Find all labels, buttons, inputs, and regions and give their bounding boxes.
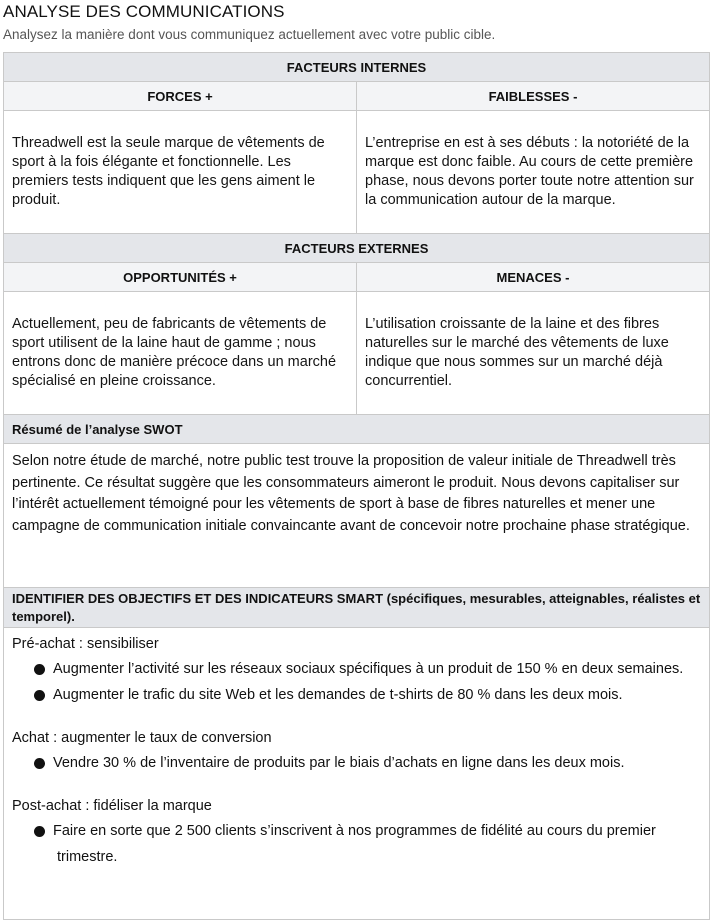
phase-label: Pré-achat : sensibiliser	[12, 636, 159, 652]
list-item	[34, 656, 701, 682]
list-item	[34, 750, 701, 776]
external-factors-header: FACTEURS EXTERNES	[4, 234, 710, 263]
document-header	[3, 0, 712, 52]
phase-purchase	[12, 726, 701, 776]
document-subtitle: Analysez la manière dont vous communiquez actuellement avec votre public cible.	[3, 27, 496, 42]
opportunities-header: OPPORTUNITÉS +	[4, 263, 357, 292]
communications-analysis-table	[3, 52, 710, 920]
threats-cell[interactable]: L’utilisation croissante de la laine et des fibres naturelles sur le marché des vêtements de luxe indique que nous sommes sur un marché déjà concurrentiel.	[357, 292, 710, 415]
opportunities-cell[interactable]: Actuellement, peu de fabricants de vêtements de sport utilisent de la laine haut de gamme ; nous entrons donc de manière précoce dans un marché spécialisé en pleine croissance.	[4, 292, 357, 415]
weaknesses-header: FAIBLESSES -	[357, 82, 710, 111]
goal-text: Vendre 30 % de l’inventaire de produits par le biais d’achats en ligne dans les deux mois.	[53, 755, 625, 771]
strengths-header: FORCES +	[4, 82, 357, 111]
phase-post-purchase	[12, 794, 701, 870]
spacer	[12, 776, 701, 794]
goal-list	[12, 750, 701, 776]
smart-objectives-cell[interactable]	[4, 628, 710, 920]
bullet-icon	[34, 664, 45, 675]
smart-objectives-header: IDENTIFIER DES OBJECTIFS ET DES INDICATEURS SMART (spécifiques, mesurables, atteignables, réalistes et temporel).	[4, 588, 710, 628]
strengths-cell[interactable]: Threadwell est la seule marque de vêtements de sport à la fois élégante et fonctionnelle. Les premiers tests indiquent que les gens aiment le produit.	[4, 111, 357, 234]
goal-list	[12, 656, 701, 708]
spacer	[12, 708, 701, 726]
internal-factors-header: FACTEURS INTERNES	[4, 53, 710, 82]
goal-text: Faire en sorte que 2 500 clients s’inscrivent à nos programmes de fidélité au cours du premier trimestre.	[53, 823, 656, 865]
phase-pre-purchase	[12, 632, 701, 708]
goal-list	[12, 818, 701, 870]
list-item	[34, 818, 701, 870]
phase-label: Post-achat : fidéliser la marque	[12, 798, 212, 814]
phase-label: Achat : augmenter le taux de conversion	[12, 730, 272, 746]
document-title: ANALYSE DES COMMUNICATIONS	[3, 2, 285, 21]
bullet-icon	[34, 826, 45, 837]
swot-summary-cell[interactable]: Selon notre étude de marché, notre public test trouve la proposition de valeur initiale de Threadwell très pertinente. Ce résultat suggère que les consommateurs aimeront le produit. Nous devons capitaliser sur l’intérêt actuellement témoigné pour les vêtements de sport à base de fibres naturelles et mener une campagne de communication initiale convaincante avant de concevoir notre prochaine phase stratégique.	[4, 444, 710, 588]
list-item	[34, 682, 701, 708]
bullet-icon	[34, 690, 45, 701]
goal-text: Augmenter l’activité sur les réseaux sociaux spécifiques à un produit de 150 % en deux semaines.	[53, 661, 684, 677]
goal-text: Augmenter le trafic du site Web et les demandes de t-shirts de 80 % dans les deux mois.	[53, 687, 623, 703]
threats-header: MENACES -	[357, 263, 710, 292]
bullet-icon	[34, 758, 45, 769]
swot-summary-header: Résumé de l’analyse SWOT	[4, 415, 710, 444]
weaknesses-cell[interactable]: L’entreprise en est à ses débuts : la notoriété de la marque est donc faible. Au cours de cette première phase, nous devons porter toute notre attention sur la communication autour de la marque.	[357, 111, 710, 234]
